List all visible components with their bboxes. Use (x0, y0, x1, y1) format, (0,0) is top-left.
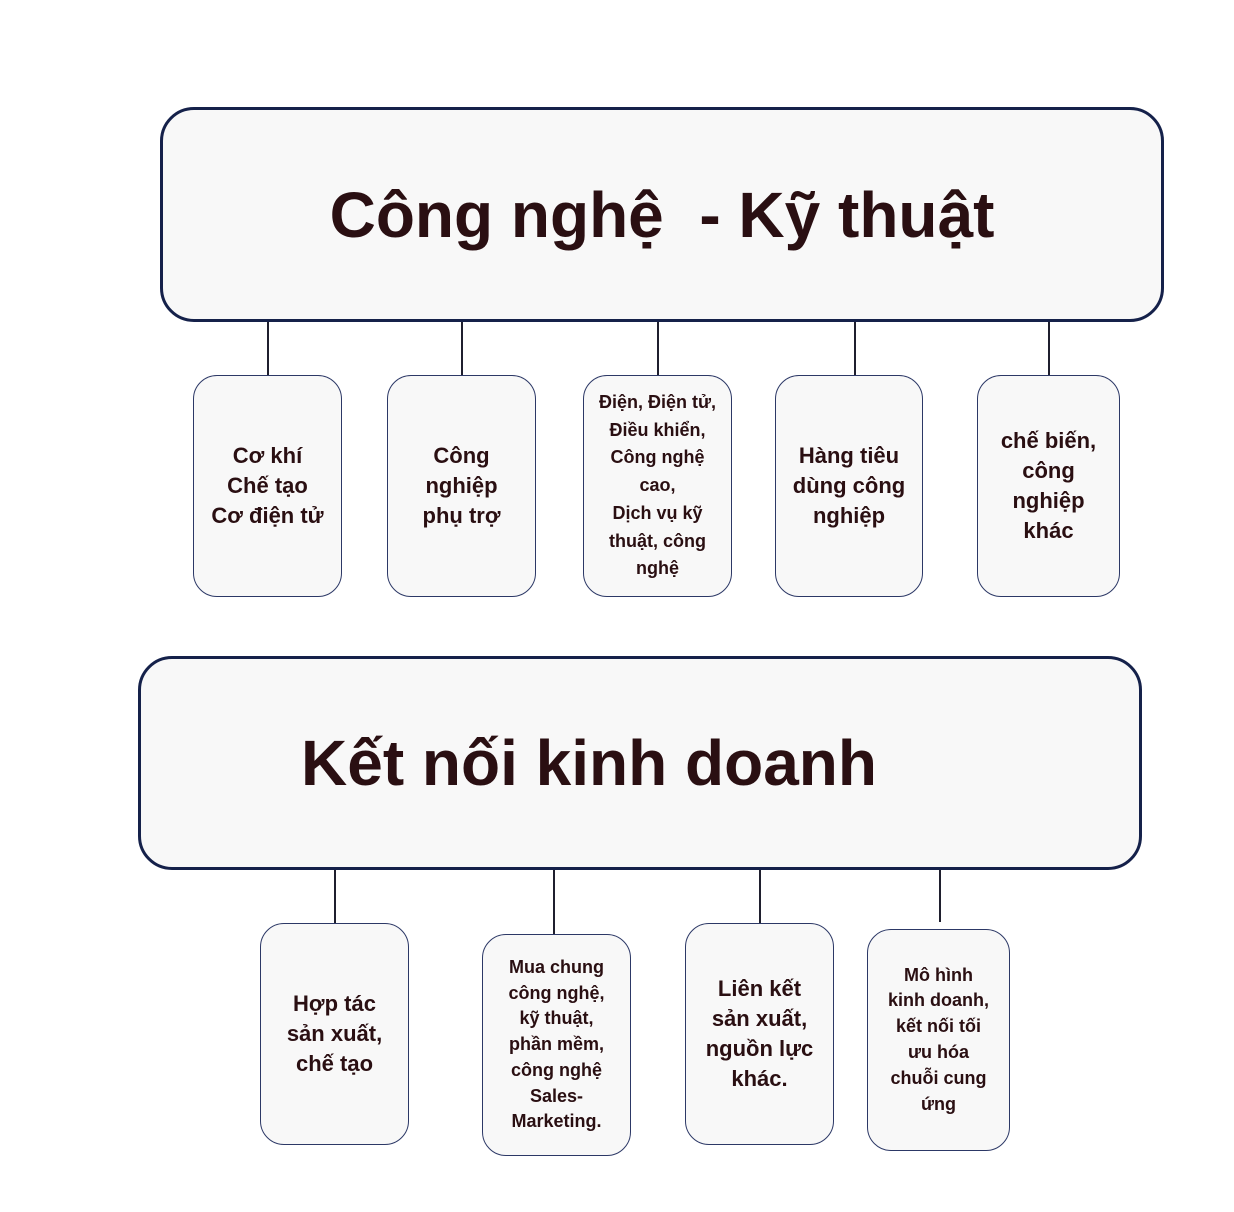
connector-line (334, 869, 336, 923)
child-node (977, 375, 1120, 597)
child-node (260, 923, 409, 1145)
connector-line (267, 320, 269, 375)
child-node-label: Mô hình kinh doanh, kết nối tối ưu hóa chuỗi cung ứng (888, 964, 989, 1114)
child-node (482, 934, 631, 1156)
child-node (867, 929, 1010, 1151)
connector-line (854, 318, 856, 375)
child-node (775, 375, 923, 597)
child-node (583, 375, 732, 597)
child-node-label: Điện, Điện tử, Điều khiển, Công nghệ cao, Dịch vụ kỹ thuật, công nghệ (598, 391, 717, 579)
child-node-label: Mua chung công nghệ, kỹ thuật, phần mềm, công nghệ Sales- Marketing. (508, 956, 605, 1132)
connector-line (553, 869, 555, 934)
main-node-business-connection (138, 656, 1142, 870)
connector-line (657, 320, 659, 375)
child-node-label: Cơ khí Chế tạo Cơ điện tử (211, 443, 324, 528)
child-node (685, 923, 834, 1145)
child-node-label: Công nghiệp phụ trợ (422, 443, 501, 528)
main-node-title: Công nghệ - Kỹ thuật (329, 178, 995, 251)
main-node-technology (160, 107, 1164, 322)
child-node-label: Hợp tác sản xuất, chế tạo (286, 991, 383, 1076)
connector-line (1048, 320, 1050, 375)
child-node-label: Hàng tiêu dùng công nghiệp (792, 443, 906, 528)
connector-line (461, 320, 463, 375)
child-node-label: Liên kết sản xuất, nguồn lực khác. (705, 976, 814, 1091)
child-node (387, 375, 536, 597)
child-node-label: chế biến, công nghiệp khác (1000, 428, 1097, 543)
child-node (193, 375, 342, 597)
main-node-title: Kết nối kinh doanh (301, 727, 877, 799)
connector-line (759, 869, 761, 923)
connector-line (939, 869, 941, 922)
